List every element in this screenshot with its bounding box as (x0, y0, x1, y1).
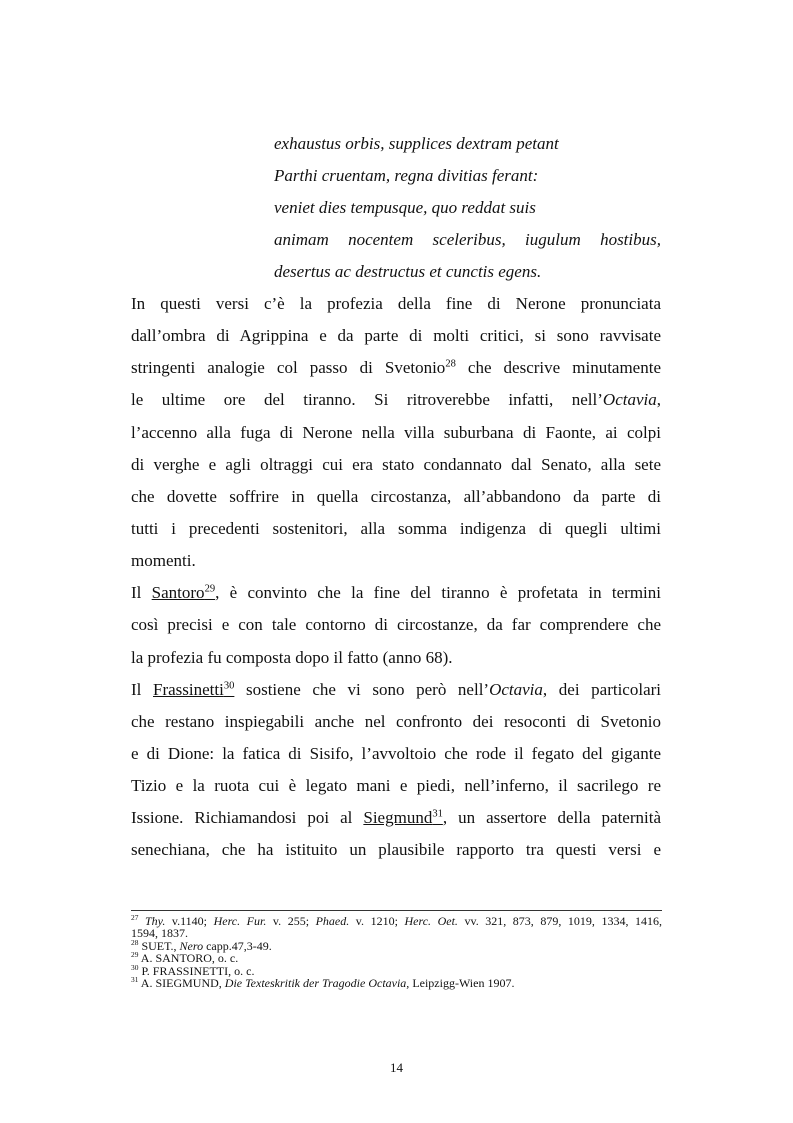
verse-line: exhaustus orbis, supplices dextram petant (274, 134, 559, 153)
footnote-ref-29: 29 (204, 583, 216, 595)
footnote-ref-30: 30 (223, 680, 235, 692)
verse-line: desertus ac destructus et cunctis egens. (274, 262, 542, 281)
footnote-27: $^{27}$ Thy. v.1140; Herc. Fur. v. 255; Phaed. v. 1210; Herc. Oet. vv. 321, 873, 879, 1019, 1334, 1416, (131, 913, 663, 928)
footnote-ref-31: 31 (432, 808, 443, 820)
author-link-siegmund[interactable]: Siegmund$^{31}$ (363, 808, 443, 828)
author-link-frassinetti[interactable]: Frassinetti$^{30}$ (153, 679, 235, 699)
body-line: l’accenno alla fuga di Nerone nella villa suburbana di Faonte, ai colpi (131, 422, 661, 442)
title-octavia: Octavia (602, 390, 657, 410)
footnote-separator (131, 910, 662, 911)
verse-line: animam nocentem sceleribus, iugulum hostibus, (274, 230, 661, 249)
body-line: le ultime ore del tiranno. Si ritroverebbe infatti, nell’Octavia, (131, 390, 661, 410)
footnote-30: $^{30}$ P. FRASSINETTI, o. c. (131, 962, 255, 978)
body-line: Il Santoro$^{29}$, è convinto che la fine del tiranno è profetata in termini (131, 583, 661, 603)
body-line: stringenti analogie col passo di Svetonio$^{28}$ che descrive minutamente (131, 358, 661, 378)
verse-line: veniet dies tempusque, quo reddat suis (274, 198, 536, 217)
author-link-santoro[interactable]: Santoro$^{29}$ (151, 583, 216, 603)
footnote-28: $^{28}$ SUET., Nero capp.47,3-49. (131, 937, 272, 953)
footnotes (131, 915, 662, 989)
body-line: dall’ombra di Agrippina e da parte di molti critici, si sono ravvisate (131, 326, 661, 346)
body-line: Issione. Richiamandosi poi al Siegmund$^{31}$, un assertore della paternità (131, 808, 662, 828)
footnote-27-continued: 1594, 1837. (131, 926, 188, 941)
verse-line: Parthi cruentam, regna divitias ferant: (274, 166, 539, 185)
body-line: così precisi e con tale contorno di circostanze, da far comprendere che (131, 615, 661, 635)
body-line: In questi versi c’è la profezia della fine di Nerone pronunciata (131, 294, 661, 313)
footnote-31: $^{31}$ A. SIEGMUND, Die Texteskritik der Tragodie Octavia, Leipzigg-Wien 1907. (131, 975, 515, 991)
body-line: Il Frassinetti$^{30}$ sostiene che vi sono però nell’Octavia, dei particolari (131, 679, 662, 699)
body-line: momenti. (131, 551, 196, 571)
body-line: tutti i precedenti sostenitori, alla somma indigenza di quegli ultimi (131, 518, 661, 538)
page-number: 14 (390, 1060, 403, 1075)
body-line: che restano inspiegabili anche nel confronto dei resoconti di Svetonio (131, 711, 661, 731)
body-line: Tizio e la ruota cui è legato mani e piedi, nell’inferno, il sacrilego re (131, 776, 661, 796)
title-octavia: Octavia (489, 679, 543, 699)
body-line: di verghe e agli oltraggi cui era stato condannato dal Senato, alla sete (131, 454, 661, 474)
body-line: la profezia fu composta dopo il fatto (anno 68). (131, 647, 453, 667)
body-line: e di Dione: la fatica di Sisifo, l’avvoltoio che rode il fegato del gigante (131, 743, 661, 763)
body-line: che dovette soffrire in quella circostanza, all’abbandono da parte di (131, 486, 661, 506)
footnote-ref-28[interactable]: 28 (445, 358, 456, 370)
footnote-29: $^{29}$ A. SANTORO, o. c. (131, 950, 239, 966)
verse-quotation (274, 128, 661, 288)
body-line: senechiana, che ha istituito un plausibile rapporto tra questi versi e (131, 840, 661, 860)
body-text (131, 288, 661, 867)
